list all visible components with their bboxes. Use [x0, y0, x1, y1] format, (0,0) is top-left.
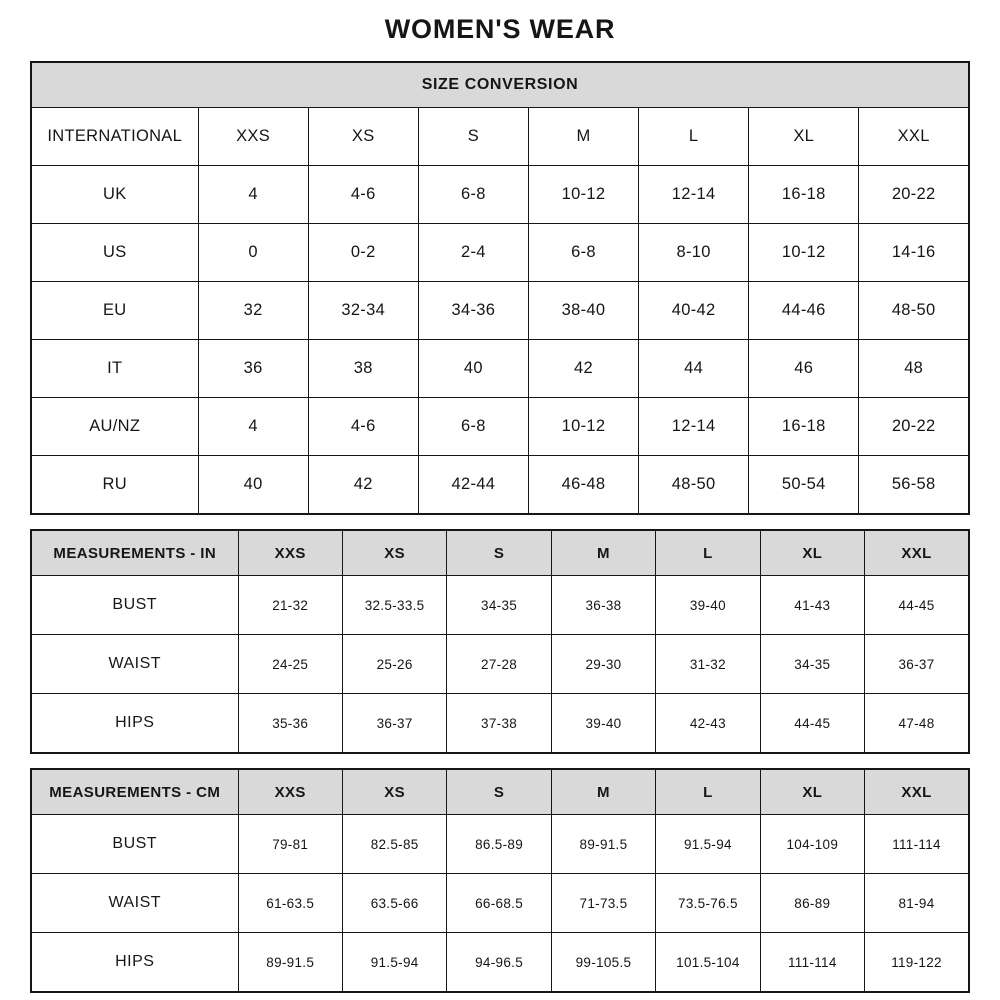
- column-header: XS: [342, 530, 446, 576]
- table-cell: 37-38: [447, 694, 551, 754]
- column-header: XS: [342, 769, 446, 815]
- row-label: HIPS: [31, 694, 238, 754]
- column-header: XXL: [865, 769, 969, 815]
- row-label: HIPS: [31, 933, 238, 993]
- table-row: [31, 576, 969, 635]
- table-cell: 12-14: [639, 166, 749, 224]
- table-cell: 24-25: [238, 635, 342, 694]
- column-header: XL: [760, 530, 864, 576]
- table-cell: 0: [198, 224, 308, 282]
- table-row: [31, 874, 969, 933]
- table-cell: 21-32: [238, 576, 342, 635]
- measurements-in-header-row: [31, 530, 969, 576]
- size-conversion-body: [31, 62, 969, 514]
- table-cell: 42: [528, 340, 638, 398]
- table-cell: 48-50: [639, 456, 749, 515]
- table-cell: 38-40: [528, 282, 638, 340]
- page-title: WOMEN'S WEAR: [384, 14, 616, 44]
- table-cell: 27-28: [447, 635, 551, 694]
- table-cell: 48-50: [859, 282, 969, 340]
- table-cell: 89-91.5: [238, 933, 342, 993]
- table-cell: 42-44: [418, 456, 528, 515]
- table-row: [31, 694, 969, 754]
- table-cell: 119-122: [865, 933, 969, 993]
- table-cell: 16-18: [749, 398, 859, 456]
- table-cell: 16-18: [749, 166, 859, 224]
- measurements-in-body: [31, 530, 969, 753]
- row-label: EU: [31, 282, 198, 340]
- table-row: [31, 108, 969, 166]
- column-header: S: [447, 530, 551, 576]
- table-cell: 20-22: [859, 166, 969, 224]
- table-cell: 2-4: [418, 224, 528, 282]
- table-cell: XXL: [859, 108, 969, 166]
- table-cell: 63.5-66: [342, 874, 446, 933]
- measurements-in-title: MEASUREMENTS - IN: [31, 530, 238, 576]
- size-conversion-banner: SIZE CONVERSION: [31, 62, 969, 108]
- column-header: S: [447, 769, 551, 815]
- row-label: INTERNATIONAL: [31, 108, 198, 166]
- row-label: AU/NZ: [31, 398, 198, 456]
- table-row: [31, 340, 969, 398]
- table-cell: 12-14: [639, 398, 749, 456]
- table-cell: 35-36: [238, 694, 342, 754]
- table-row: [31, 282, 969, 340]
- table-cell: 32.5-33.5: [342, 576, 446, 635]
- measurements-cm-body: [31, 769, 969, 992]
- table-cell: 91.5-94: [342, 933, 446, 993]
- row-label: WAIST: [31, 635, 238, 694]
- table-cell: M: [528, 108, 638, 166]
- table-cell: 6-8: [418, 398, 528, 456]
- table-cell: 82.5-85: [342, 815, 446, 874]
- row-label: WAIST: [31, 874, 238, 933]
- table-cell: 81-94: [865, 874, 969, 933]
- table-cell: 25-26: [342, 635, 446, 694]
- table-cell: S: [418, 108, 528, 166]
- table-cell: 48: [859, 340, 969, 398]
- table-cell: 32-34: [308, 282, 418, 340]
- table-cell: 91.5-94: [656, 815, 760, 874]
- table-cell: 34-35: [447, 576, 551, 635]
- table-cell: 42-43: [656, 694, 760, 754]
- table-cell: 104-109: [760, 815, 864, 874]
- table-cell: 66-68.5: [447, 874, 551, 933]
- table-row: [31, 166, 969, 224]
- table-cell: 46: [749, 340, 859, 398]
- column-header: M: [551, 769, 655, 815]
- measurements-in-table: [30, 529, 970, 754]
- column-header: L: [656, 530, 760, 576]
- table-cell: 0-2: [308, 224, 418, 282]
- size-conversion-table: [30, 61, 970, 515]
- table-cell: 73.5-76.5: [656, 874, 760, 933]
- table-cell: 10-12: [749, 224, 859, 282]
- table-cell: 8-10: [639, 224, 749, 282]
- size-conversion-banner-row: [31, 62, 969, 108]
- table-cell: 89-91.5: [551, 815, 655, 874]
- table-cell: 4: [198, 398, 308, 456]
- table-cell: 20-22: [859, 398, 969, 456]
- table-cell: 50-54: [749, 456, 859, 515]
- row-label: BUST: [31, 576, 238, 635]
- table-cell: 14-16: [859, 224, 969, 282]
- table-row: [31, 224, 969, 282]
- table-cell: 111-114: [865, 815, 969, 874]
- table-cell: 34-36: [418, 282, 528, 340]
- column-header: XXS: [238, 530, 342, 576]
- table-cell: 111-114: [760, 933, 864, 993]
- column-header: XXS: [238, 769, 342, 815]
- table-cell: 79-81: [238, 815, 342, 874]
- table-cell: 36-37: [342, 694, 446, 754]
- table-cell: 39-40: [551, 694, 655, 754]
- table-cell: 38: [308, 340, 418, 398]
- table-cell: 44: [639, 340, 749, 398]
- table-cell: 40: [418, 340, 528, 398]
- table-row: [31, 635, 969, 694]
- column-header: XL: [760, 769, 864, 815]
- table-cell: 10-12: [528, 166, 638, 224]
- table-cell: 40-42: [639, 282, 749, 340]
- table-cell: 4-6: [308, 166, 418, 224]
- table-cell: 39-40: [656, 576, 760, 635]
- table-cell: 46-48: [528, 456, 638, 515]
- row-label: BUST: [31, 815, 238, 874]
- table-cell: 6-8: [418, 166, 528, 224]
- table-cell: 29-30: [551, 635, 655, 694]
- table-cell: 31-32: [656, 635, 760, 694]
- table-row: [31, 933, 969, 993]
- table-cell: XXS: [198, 108, 308, 166]
- table-cell: 36-38: [551, 576, 655, 635]
- table-cell: 44-45: [760, 694, 864, 754]
- measurements-cm-header-row: [31, 769, 969, 815]
- table-cell: 61-63.5: [238, 874, 342, 933]
- table-cell: 94-96.5: [447, 933, 551, 993]
- table-cell: 36-37: [865, 635, 969, 694]
- table-cell: 10-12: [528, 398, 638, 456]
- measurements-cm-table: [30, 768, 970, 993]
- table-cell: 40: [198, 456, 308, 515]
- table-cell: 42: [308, 456, 418, 515]
- column-header: XXL: [865, 530, 969, 576]
- column-header: L: [656, 769, 760, 815]
- table-cell: 4: [198, 166, 308, 224]
- table-cell: 6-8: [528, 224, 638, 282]
- table-cell: 44-46: [749, 282, 859, 340]
- table-cell: 99-105.5: [551, 933, 655, 993]
- table-cell: 34-35: [760, 635, 864, 694]
- table-row: [31, 815, 969, 874]
- row-label: UK: [31, 166, 198, 224]
- table-cell: 36: [198, 340, 308, 398]
- table-cell: 47-48: [865, 694, 969, 754]
- table-cell: 56-58: [859, 456, 969, 515]
- table-cell: 101.5-104: [656, 933, 760, 993]
- table-cell: 44-45: [865, 576, 969, 635]
- table-cell: 86.5-89: [447, 815, 551, 874]
- table-cell: XL: [749, 108, 859, 166]
- table-cell: 71-73.5: [551, 874, 655, 933]
- table-cell: XS: [308, 108, 418, 166]
- table-cell: 41-43: [760, 576, 864, 635]
- table-cell: 32: [198, 282, 308, 340]
- column-header: M: [551, 530, 655, 576]
- measurements-cm-title: MEASUREMENTS - CM: [31, 769, 238, 815]
- table-row: [31, 398, 969, 456]
- table-cell: 4-6: [308, 398, 418, 456]
- table-row: [31, 456, 969, 515]
- row-label: RU: [31, 456, 198, 515]
- table-cell: L: [639, 108, 749, 166]
- row-label: IT: [31, 340, 198, 398]
- table-cell: 86-89: [760, 874, 864, 933]
- row-label: US: [31, 224, 198, 282]
